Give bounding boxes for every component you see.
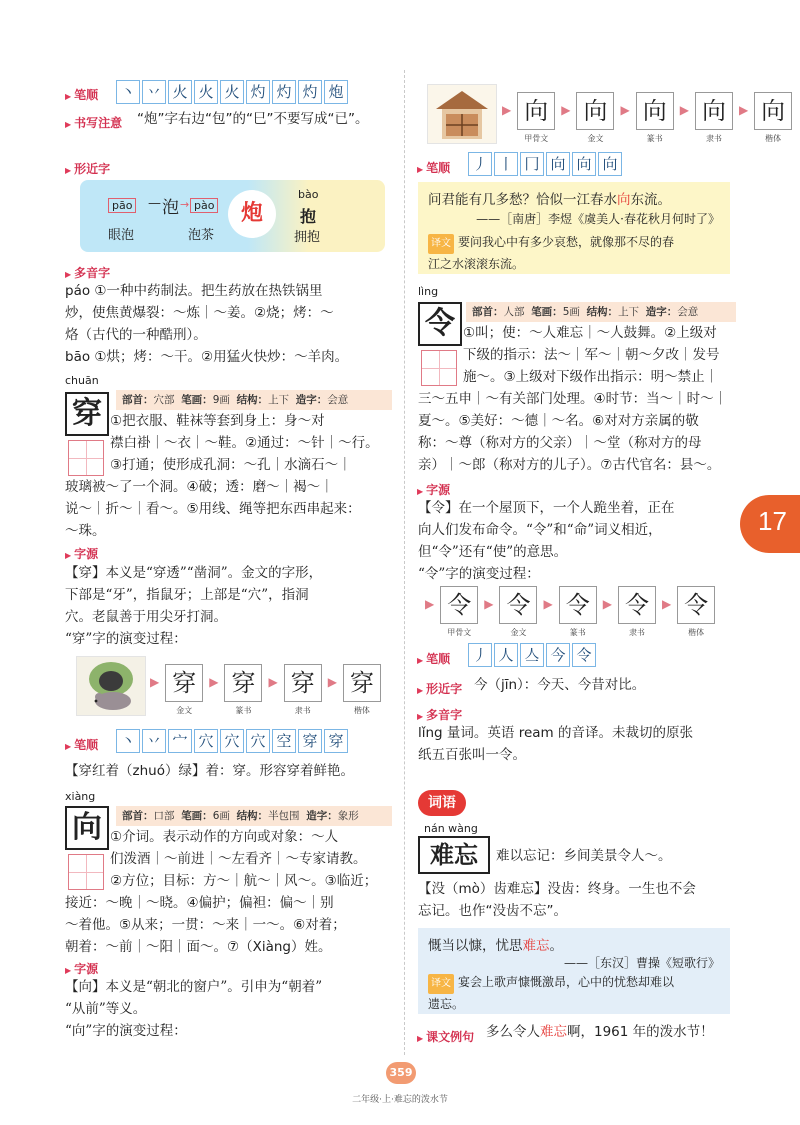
similar-chars-label: ▶ 形近字 [65, 160, 110, 177]
stroke-step-2: 丨 [494, 152, 518, 176]
evolution-arrow: ▶ [150, 675, 160, 689]
evolution-caption: 金文 [587, 134, 604, 143]
evolution-caption: 篆书 [235, 706, 252, 715]
evolution-stage [695, 92, 733, 144]
center-pao-char: 泡 [162, 198, 179, 218]
evolution-glyph: 向 [695, 92, 733, 130]
pao1-word: 眼泡 [108, 228, 135, 243]
poem-line: 慨当以慷，忧思难忘。 [428, 938, 563, 954]
chuan-char-box: 穿 [65, 392, 109, 436]
evolution-glyph: 向 [517, 92, 555, 130]
evolution-glyph: 令 [499, 586, 537, 624]
ling-info-bar: 部首：人部 笔画：5画 结构：上下 造字：会意 [466, 302, 736, 322]
stroke-step-9: 炮 [324, 80, 348, 104]
evolution-caption: 甲骨文 [524, 134, 549, 143]
column-divider [404, 70, 405, 1055]
char-origin-label: ▶ 字源 [417, 481, 450, 498]
polyphone-label: ▶ 多音字 [417, 706, 462, 723]
poem-quote-box [418, 928, 730, 1014]
evolution-arrow: ▶ [484, 597, 494, 611]
evolution-caption: 隶书 [705, 134, 722, 143]
evolution-glyph: 穿 [284, 664, 322, 702]
stroke-order-label: ▶ 笔顺 [417, 650, 450, 667]
xiang-info-bar: 部首：口部 笔画：6画 结构：半包围 造字：象形 [116, 806, 392, 826]
writing-note-text: “炮”字右边“包”的“巳”不要写成“已”。 [137, 111, 369, 127]
poem-source: ——［东汉］曹操《短歌行》 [563, 956, 720, 970]
stroke-step-3: 火 [168, 80, 192, 104]
stroke-step-5: 火 [220, 80, 244, 104]
stroke-step-6: 灼 [246, 80, 270, 104]
stroke-step-1: 丶 [116, 80, 140, 104]
ling-origin-text: 【令】在一个屋顶下，一个人跪坐着，正在 向人们发布命令。“令”和“命”词义相近， 但“令”还有“使”的意思。 “令”字的演变过程： [418, 500, 675, 582]
char-origin-label: ▶ 字源 [65, 960, 98, 977]
stroke-step-5: 令 [572, 643, 596, 667]
xiang-definitions: ①介词。表示动作的方向或对象：～人 们泼酒｜～前进｜～左看齐｜～专家请教。 ②方位；目标：方～｜航～｜风～。③临近； 接近：～晚｜～晓。④偏护；偏袒：偏～｜别 ～着他。⑤从来；一贯：～来｜一～。⑥对着； 朝着：～前｜～阳｜面～。⑦（Xiàng）姓。 [65, 829, 378, 955]
bao-pinyin: bào [298, 188, 319, 201]
evolution-caption: 楷体 [353, 706, 370, 715]
chuan-pinyin: chuān [65, 374, 99, 387]
stroke-step-6: 向 [598, 152, 622, 176]
chuan-idiom: 【穿红着（zhuó）绿】着：穿。形容穿着鲜艳。 [65, 763, 354, 779]
stroke-step-4: 穴 [194, 729, 218, 753]
evolution-stage [576, 92, 614, 144]
evolution-arrow: ▶ [268, 675, 278, 689]
poem-quote-box [418, 182, 730, 274]
evolution-caption: 甲骨文 [447, 628, 472, 637]
ling-polyphone-text: lǐng 量词。英语 ream 的音译。未裁切的原张 纸五百张叫一令。 [418, 725, 693, 763]
evolution-stage [284, 664, 322, 716]
evolution-stage [517, 92, 555, 144]
evolution-glyph: 穿 [165, 664, 203, 702]
word-box: 难忘 [418, 836, 490, 874]
word-pinyin: nán wàng [424, 822, 478, 835]
pao2-word: 泡茶 [188, 228, 215, 243]
poem-line: 问君能有几多愁？恰似一江春水向东流。 [428, 192, 671, 208]
stroke-step-1: 丶 [116, 729, 140, 753]
evolution-caption: 金文 [176, 706, 193, 715]
evolution-caption: 篆书 [569, 628, 586, 637]
stroke-order-label: ▶ 笔顺 [65, 86, 98, 103]
evolution-stage [165, 664, 203, 716]
evolution-caption: 楷体 [765, 134, 782, 143]
stroke-step-3: 宀 [168, 729, 192, 753]
page-number-badge: 359 [386, 1062, 416, 1084]
pao2-pinyin: pào [190, 198, 218, 213]
evolution-stage [440, 586, 478, 638]
stroke-step-3: 冂 [520, 152, 544, 176]
evolution-arrow: ▶ [425, 597, 435, 611]
evolution-stage [754, 92, 792, 144]
stroke-step-1: 丿 [468, 152, 492, 176]
evolution-stage [677, 586, 715, 638]
stroke-step-9: 穿 [324, 729, 348, 753]
example-sentence-label: ▶ 课文例句 [417, 1028, 474, 1045]
ling-pinyin: lìng [418, 285, 439, 298]
evolution-glyph: 令 [440, 586, 478, 624]
xiang-stroke-order [468, 152, 624, 178]
evolution-glyph: 令 [618, 586, 656, 624]
bao-char: 抱 [300, 207, 317, 226]
poem-translation: 译文 宴会上歌声慷慨激昂，心中的忧愁却难以 遗忘。 [428, 975, 675, 1011]
stroke-order-label: ▶ 笔顺 [65, 736, 98, 753]
word-meaning: 难以忘记：乡间美景令人～。 [496, 848, 672, 864]
similar-chars-diagram [80, 180, 385, 252]
stroke-step-6: 穴 [246, 729, 270, 753]
poem-source: ——［南唐］李煜《虞美人·春花秋月何时了》 [476, 212, 720, 226]
words-badge: 词语 [418, 790, 466, 816]
evolution-glyph: 令 [559, 586, 597, 624]
stroke-step-4: 今 [546, 643, 570, 667]
similar-chars-label: ▶ 形近字 [417, 680, 462, 697]
pao-stroke-order [116, 80, 350, 106]
ling-stroke-order [468, 643, 598, 669]
evolution-glyph: 向 [754, 92, 792, 130]
pao1-pinyin: pāo [108, 198, 136, 213]
evolution-arrow: ▶ [679, 103, 689, 117]
stroke-step-5: 向 [572, 152, 596, 176]
evolution-glyph: 令 [677, 586, 715, 624]
poem-translation: 译文 要问我心中有多少哀愁，就像那不尽的春 江之水滚滚东流。 [428, 235, 675, 271]
evolution-caption: 篆书 [646, 134, 663, 143]
dash-left: — [148, 196, 161, 211]
chuan-info-bar: 部首：穴部 笔画：9画 结构：上下 造字：会意 [116, 390, 392, 410]
evolution-glyph: 向 [576, 92, 614, 130]
xiang-evolution [502, 92, 798, 144]
evolution-arrow: ▶ [561, 103, 571, 117]
evolution-arrow: ▶ [502, 103, 512, 117]
evolution-arrow: ▶ [327, 675, 337, 689]
ling-definitions: ①叫；使：～人难忘｜～人鼓舞。②上级对 下级的指示：法～｜军～｜朝～夕改｜发号 施～。③上级对下级作出指示：明～禁止｜ 三～五申｜～有关部门处理。④时节：当～｜时～｜ 夏～。⑤美好：～德｜～名。⑥对对方亲属的敬 称：～尊（称对方的父亲）｜～堂（称对方的母 亲）｜～郎（称对方的儿子）。⑦古代官名：县～。 [418, 325, 728, 473]
evolution-arrow: ▶ [661, 597, 672, 611]
evolution-caption: 隶书 [628, 628, 645, 637]
center-char-circle: 炮 [228, 190, 276, 238]
stroke-step-1: 丿 [468, 643, 492, 667]
stroke-step-8: 穿 [298, 729, 322, 753]
evolution-arrow: ▶ [620, 103, 630, 117]
stroke-step-5: 穴 [220, 729, 244, 753]
ling-char-box: 令 [418, 302, 462, 346]
stroke-step-7: 空 [272, 729, 296, 753]
polyphone-text: páo ①一种中药制法。把生药放在热铁锅里 炒，使焦黄爆裂：～炼｜～姜。②烧；烤：～ 烙（古代的一种酷刑）。 bāo ①烘；烤：～干。②用猛火快炒：～羊肉。 [65, 283, 349, 365]
evolution-stage [559, 586, 597, 638]
ling-evolution [425, 586, 721, 638]
stroke-step-7: 灼 [272, 80, 296, 104]
word-idiom: 【没（mò）齿难忘】没齿：终身。一生也不会 忘记。也作“没齿不忘”。 [418, 881, 696, 919]
evolution-stage [618, 586, 656, 638]
evolution-stage [636, 92, 674, 144]
evolution-stage [343, 664, 381, 716]
stroke-step-2: 丷 [142, 729, 166, 753]
stroke-order-label: ▶ 笔顺 [417, 159, 450, 176]
stroke-step-4: 火 [194, 80, 218, 104]
ling-similar-text: 今（jīn）：今天、今昔对比。 [474, 677, 646, 693]
arrow-right: → [180, 198, 190, 211]
evolution-arrow: ▶ [738, 103, 749, 117]
footer-text: 二年级·上·难忘的泼水节 [352, 1095, 448, 1105]
evolution-glyph: 穿 [224, 664, 262, 702]
evolution-arrow: ▶ [543, 597, 553, 611]
evolution-glyph: 向 [636, 92, 674, 130]
evolution-caption: 楷体 [688, 628, 705, 637]
xiang-origin-text: 【向】本义是“朝北的窗户”。引申为“朝着” “从前”等义。 “向”字的演变过程： [65, 979, 323, 1039]
evolution-caption: 隶书 [294, 706, 311, 715]
writing-note-label: ▶ 书写注意 [65, 114, 122, 131]
chuan-stroke-order [116, 729, 350, 755]
chuan-illustration [76, 656, 146, 716]
xiang-char-box: 向 [65, 806, 109, 850]
chuan-origin-text: 【穿】本义是“穿透”“凿洞”。金文的字形， 下部是“牙”，指鼠牙；上部是“穴”，指洞 穴。老鼠善于用尖牙打洞。 “穿”字的演变过程： [65, 565, 323, 647]
chuan-evolution [150, 664, 387, 716]
bao-word: 拥抱 [294, 230, 321, 245]
chuan-definitions: ①把衣服、鞋袜等套到身上：身～对 襟白褂｜～衣｜～鞋。②通过：～针｜～行。 ③打通；使形成孔洞：～孔｜水滴石～｜ 玻璃被～了一个洞。④破；透：磨～｜褐～｜ 说～｜折～｜看～。⑤用线、绳等把东西串起来： ～珠。 [65, 413, 379, 539]
chapter-number: 17 [758, 506, 787, 536]
evolution-arrow: ▶ [209, 675, 219, 689]
example-sentence: 多么令人难忘啊，1961 年的泼水节！ [486, 1024, 714, 1040]
evolution-caption: 金文 [510, 628, 527, 637]
evolution-arrow: ▶ [602, 597, 612, 611]
evolution-stage [224, 664, 262, 716]
stroke-step-2: 丷 [142, 80, 166, 104]
xiang-pinyin: xiàng [65, 790, 96, 803]
evolution-stage [499, 586, 537, 638]
char-origin-label: ▶ 字源 [65, 545, 98, 562]
stroke-step-3: 亼 [520, 643, 544, 667]
xiang-illustration [427, 84, 497, 144]
stroke-step-8: 灼 [298, 80, 322, 104]
polyphone-label: ▶ 多音字 [65, 264, 110, 281]
evolution-glyph: 穿 [343, 664, 381, 702]
stroke-step-4: 向 [546, 152, 570, 176]
stroke-step-2: 人 [494, 643, 518, 667]
